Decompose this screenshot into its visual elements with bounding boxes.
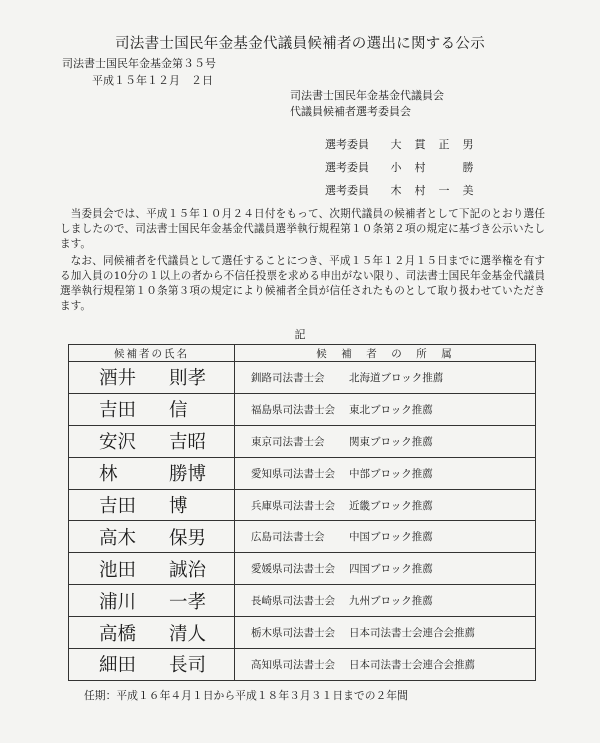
member-name: 小 村 勝 bbox=[390, 161, 475, 174]
member-role: 選考委員 bbox=[325, 184, 369, 197]
member-role: 選考委員 bbox=[325, 161, 369, 174]
candidate-block: 東北ブロック推薦 bbox=[349, 403, 433, 416]
table-row bbox=[69, 553, 536, 585]
header-affiliation: 候 補 者 の 所 属 bbox=[235, 345, 536, 362]
candidate-given-name: 博 bbox=[169, 496, 188, 517]
candidate-association: 広島司法書士会 bbox=[251, 531, 325, 544]
candidate-block: 中部ブロック推薦 bbox=[349, 467, 433, 480]
member-name: 木 村 一 美 bbox=[390, 184, 475, 197]
candidate-given-name: 信 bbox=[169, 400, 188, 422]
paragraph-1: 当委員会では、平成１５年１０月２４日付をもって、次期代議員の候補者として下記のとおり選任しましたので、司法書士国民年金基金代議員選挙執行規程第１０条第２項の規定に基づき公示いたします。 bbox=[60, 208, 545, 250]
candidate-name-cell bbox=[69, 489, 235, 521]
candidate-family-name: 高木 bbox=[99, 527, 137, 549]
member-name: 大 貫 正 男 bbox=[390, 138, 475, 151]
candidate-affiliation-cell bbox=[235, 649, 536, 681]
candidate-rows bbox=[69, 362, 536, 681]
candidate-association: 栃木県司法書士会 bbox=[251, 627, 335, 640]
table-row bbox=[69, 362, 536, 394]
header-name: 候補者の氏名 bbox=[69, 345, 235, 362]
table-row bbox=[69, 489, 536, 521]
issuer-line-2: 代議員候補者選考委員会 bbox=[290, 105, 411, 118]
candidate-affiliation-cell bbox=[235, 521, 536, 553]
issuer-block bbox=[290, 88, 444, 120]
candidate-given-name: 勝博 bbox=[169, 464, 207, 486]
candidate-block: 近畿ブロック推薦 bbox=[349, 499, 433, 512]
reference-number: 司法書士国民年金基金第３５号 bbox=[62, 57, 216, 70]
candidate-affiliation-cell bbox=[235, 553, 536, 585]
candidate-affiliation-cell bbox=[235, 457, 536, 489]
candidate-association: 長崎県司法書士会 bbox=[251, 595, 335, 608]
candidate-association: 愛知県司法書士会 bbox=[251, 467, 335, 480]
table-row bbox=[69, 521, 536, 553]
table-header-row bbox=[69, 345, 536, 362]
candidate-block: 九州ブロック推薦 bbox=[349, 595, 433, 608]
notice-title: 司法書士国民年金基金代議員候補者の選出に関する公示 bbox=[115, 36, 485, 52]
candidate-name-cell bbox=[69, 362, 235, 394]
candidate-affiliation-cell bbox=[235, 617, 536, 649]
candidate-family-name: 安沢 bbox=[99, 432, 137, 454]
candidate-association: 高知県司法書士会 bbox=[251, 658, 335, 671]
candidate-association: 愛媛県司法書士会 bbox=[251, 563, 335, 576]
candidate-name-cell bbox=[69, 617, 235, 649]
candidate-block: 日本司法書士会連合会推薦 bbox=[349, 627, 475, 640]
candidate-given-name: 保男 bbox=[169, 527, 207, 549]
candidate-family-name: 高橋 bbox=[99, 623, 137, 645]
candidate-name-cell bbox=[69, 393, 235, 425]
table-row bbox=[69, 617, 536, 649]
issue-date: 平成１５年１２月 ２日 bbox=[92, 74, 213, 87]
candidate-given-name: 吉昭 bbox=[169, 432, 207, 454]
committee-member bbox=[325, 136, 526, 152]
paragraph-2: なお、同候補者を代議員として選任することにつき、平成１５年１２月１５日までに選挙権を有する加入員の10分の１以上の者から不信任投票を求める申出がない限り、司法書士国民年金基金代議員選挙執行規程第１０条第３項の規定により候補者全員が信任されたものとして取り扱わせていただきます。 bbox=[60, 255, 545, 312]
candidate-family-name: 酒井 bbox=[99, 368, 137, 390]
candidate-given-name: 則孝 bbox=[169, 368, 207, 390]
candidate-association: 兵庫県司法書士会 bbox=[251, 499, 335, 512]
table-row bbox=[69, 585, 536, 617]
candidate-given-name: 一孝 bbox=[169, 591, 207, 613]
candidate-association: 釧路司法書士会 bbox=[251, 371, 325, 384]
candidate-given-name: 誠治 bbox=[169, 559, 207, 581]
candidate-name-cell bbox=[69, 521, 235, 553]
candidate-family-name: 池田 bbox=[99, 559, 137, 581]
candidate-block: 日本司法書士会連合会推薦 bbox=[349, 658, 475, 671]
candidate-name-cell bbox=[69, 553, 235, 585]
candidate-family-name: 林 bbox=[99, 464, 118, 486]
table-row bbox=[69, 425, 536, 457]
candidate-family-name: 浦川 bbox=[99, 591, 137, 613]
candidate-affiliation-cell bbox=[235, 362, 536, 394]
committee-member bbox=[325, 159, 526, 175]
candidate-name-cell bbox=[69, 585, 235, 617]
candidate-table bbox=[68, 344, 536, 681]
candidate-block: 中国ブロック推薦 bbox=[349, 531, 433, 544]
candidate-given-name: 長司 bbox=[169, 655, 207, 677]
candidate-family-name: 細田 bbox=[99, 655, 137, 677]
term-note: 任期：平成１６年４月１日から平成１８年３月３１日までの２年間 bbox=[84, 689, 408, 702]
member-role: 選考委員 bbox=[325, 138, 369, 151]
committee-member bbox=[325, 182, 526, 198]
table-row bbox=[69, 393, 536, 425]
table-row bbox=[69, 457, 536, 489]
issuer-line-1: 司法書士国民年金基金代議員会 bbox=[290, 89, 444, 102]
ki-marker: 記 bbox=[294, 328, 306, 341]
candidate-family-name: 吉田 bbox=[99, 496, 137, 517]
candidate-block: 北海道ブロック推薦 bbox=[349, 371, 444, 384]
candidate-association: 福島県司法書士会 bbox=[251, 403, 335, 416]
candidate-given-name: 清人 bbox=[169, 623, 207, 645]
candidate-affiliation-cell bbox=[235, 585, 536, 617]
candidate-block: 関東ブロック推薦 bbox=[349, 435, 433, 448]
candidate-affiliation-cell bbox=[235, 489, 536, 521]
candidate-block: 四国ブロック推薦 bbox=[349, 563, 433, 576]
candidate-name-cell bbox=[69, 425, 235, 457]
table-row bbox=[69, 649, 536, 681]
candidate-affiliation-cell bbox=[235, 425, 536, 457]
candidate-family-name: 吉田 bbox=[99, 400, 137, 422]
candidate-affiliation-cell bbox=[235, 393, 536, 425]
candidate-name-cell bbox=[69, 649, 235, 681]
candidate-name-cell bbox=[69, 457, 235, 489]
candidate-association: 東京司法書士会 bbox=[251, 435, 325, 448]
